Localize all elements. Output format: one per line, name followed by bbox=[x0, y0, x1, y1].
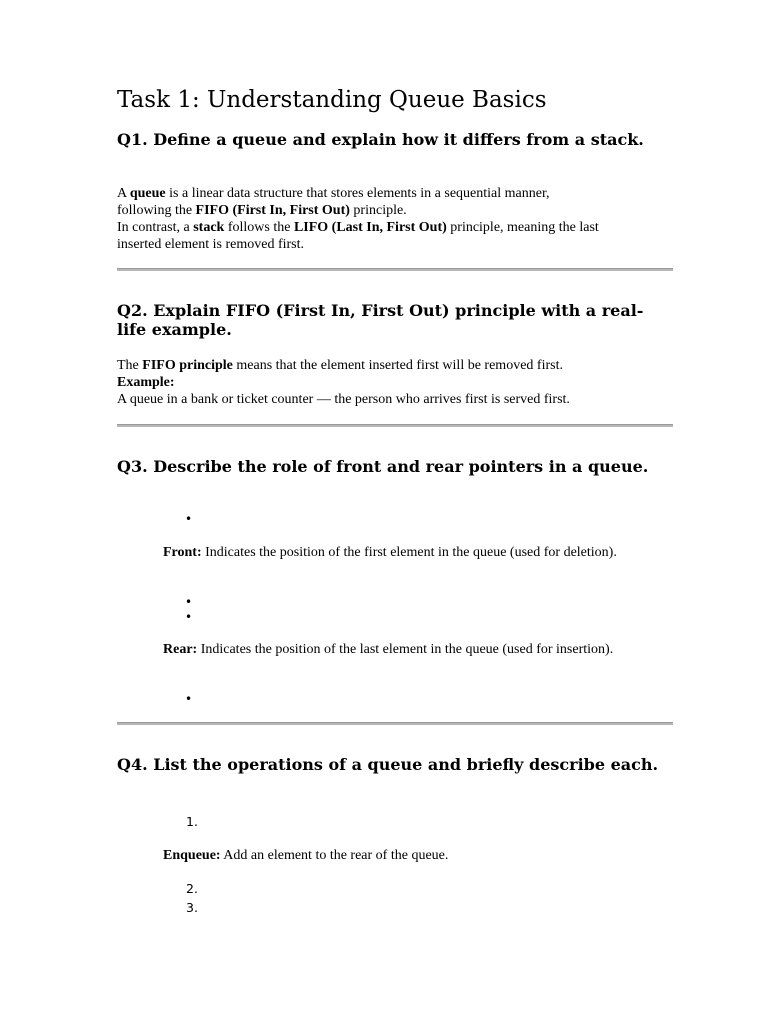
section-divider bbox=[117, 268, 673, 271]
bullet: • bbox=[185, 610, 193, 624]
list-number: 1. bbox=[186, 814, 198, 829]
bullet: • bbox=[185, 595, 193, 609]
q1-answer bbox=[117, 185, 673, 253]
list-number: 3. bbox=[186, 900, 198, 915]
q3-rear-item: Rear: Indicates the position of the last element in the queue (used for insertion). bbox=[163, 642, 614, 657]
q2-answer bbox=[117, 357, 673, 408]
q1-heading: Q1. Define a queue and explain how it differs from a stack. bbox=[117, 130, 644, 149]
section-divider bbox=[117, 722, 673, 725]
q4-heading: Q4. List the operations of a queue and briefly describe each. bbox=[117, 755, 659, 774]
q2-example-label: Example: bbox=[117, 375, 175, 390]
bullet: • bbox=[185, 512, 193, 526]
q4-enqueue-item: Enqueue: Add an element to the rear of the queue. bbox=[163, 848, 449, 863]
q3-front-item: Front: Indicates the position of the first element in the queue (used for deletion). bbox=[163, 545, 617, 560]
q2-line-1: The FIFO principle means that the element inserted first will be removed first. bbox=[117, 358, 563, 373]
section-divider bbox=[117, 424, 673, 427]
q1-line-1: A queue is a linear data structure that stores elements in a sequential manner, bbox=[117, 186, 550, 201]
bullet: • bbox=[185, 692, 193, 706]
q2-heading: Q2. Explain FIFO (First In, First Out) principle with a real-life example. bbox=[117, 301, 644, 339]
q3-heading: Q3. Describe the role of front and rear pointers in a queue. bbox=[117, 457, 649, 476]
q1-line-2: following the FIFO (First In, First Out) principle. bbox=[117, 203, 407, 218]
q1-line-3: In contrast, a stack follows the LIFO (Last In, First Out) principle, meaning the last bbox=[117, 220, 599, 235]
q2-example-text: A queue in a bank or ticket counter — the person who arrives first is served first. bbox=[117, 392, 570, 407]
page-title: Task 1: Understanding Queue Basics bbox=[117, 87, 547, 113]
list-number: 2. bbox=[186, 881, 198, 896]
q1-line-4: inserted element is removed first. bbox=[117, 237, 304, 252]
